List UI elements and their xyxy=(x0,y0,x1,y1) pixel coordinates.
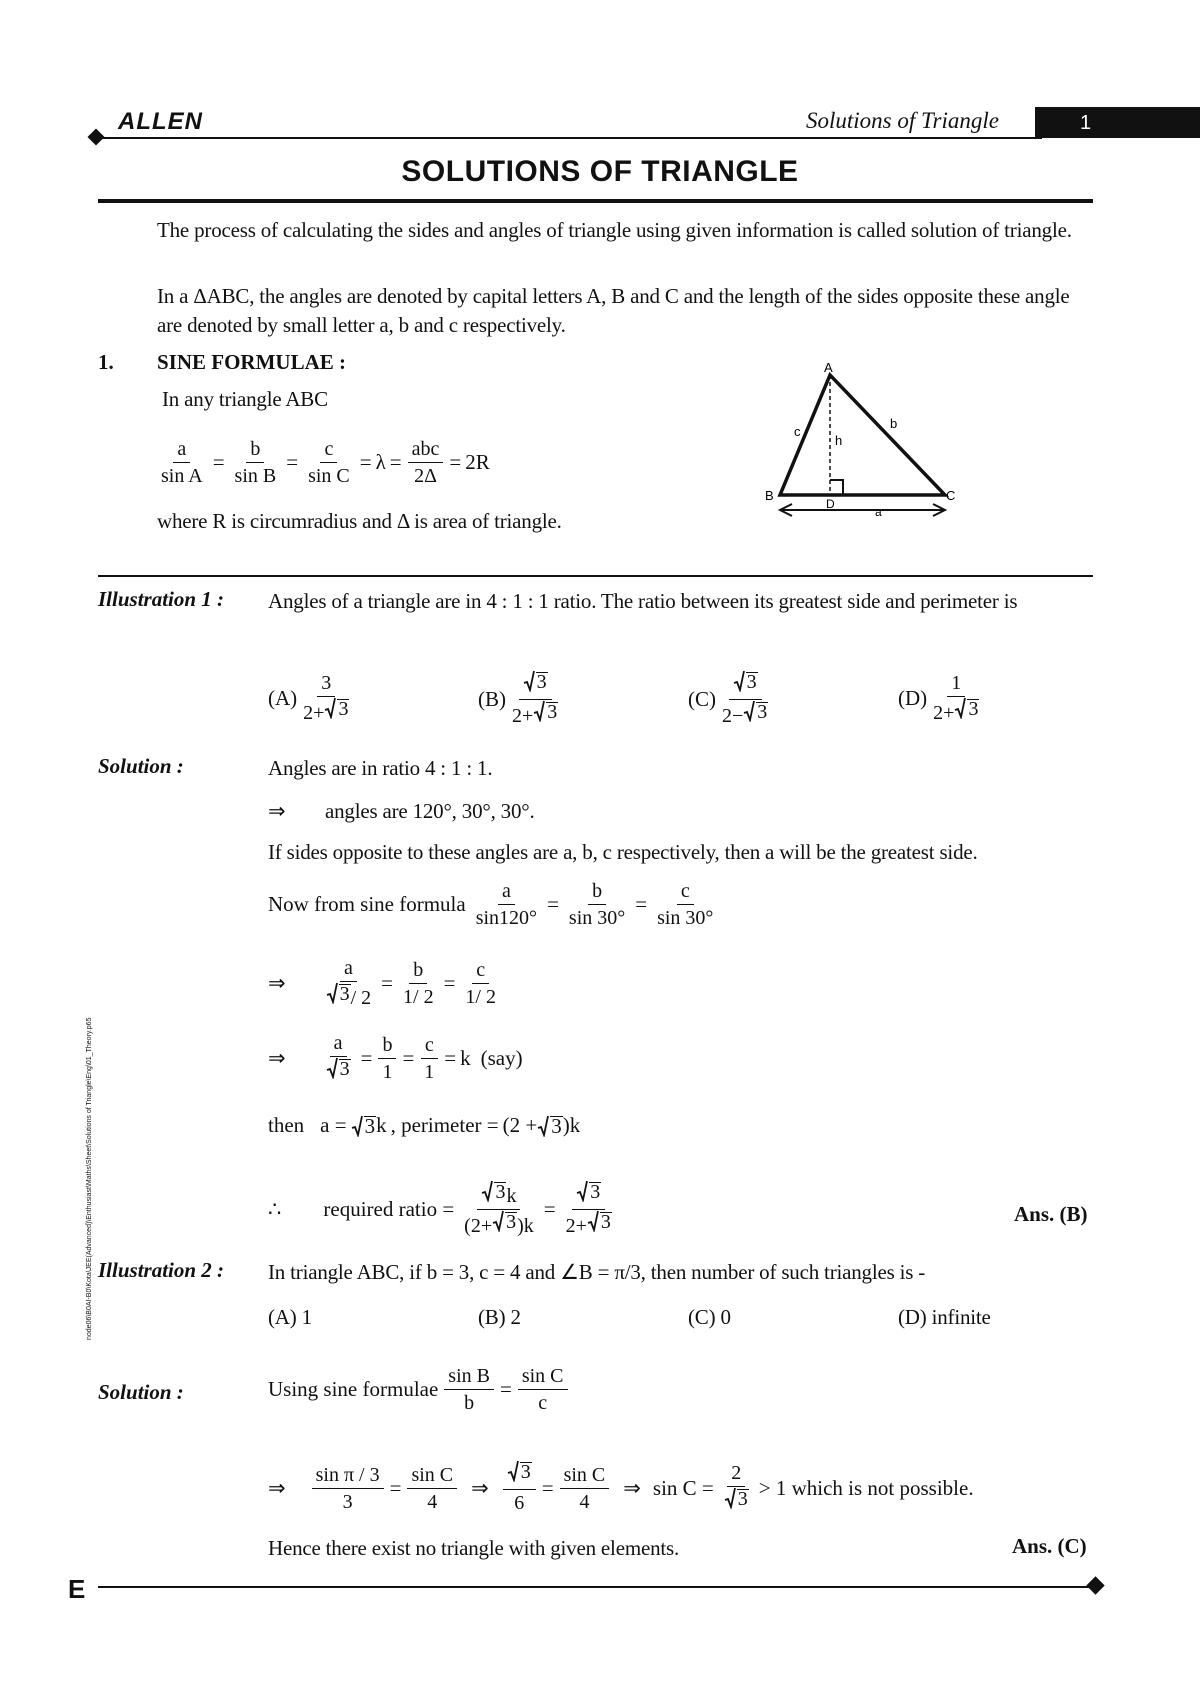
section-heading: SINE FORMULAE : xyxy=(157,350,347,374)
sqrt-icon: 3 xyxy=(507,1460,532,1482)
sqrt-icon: 3 xyxy=(326,1057,351,1079)
vertex-c-label: C xyxy=(946,488,956,503)
illustration-2-label: Illustration 2 : xyxy=(98,1258,225,1282)
section-lead: In any triangle ABC xyxy=(162,387,328,411)
fraction: $\frac{c}{\sin 30^\circ}$ xyxy=(657,880,714,929)
required-ratio: ∴ required ratio = 3 k (2+ 3 )k = 3 2+ 3 xyxy=(268,1180,618,1239)
page-title: SOLUTIONS OF TRIANGLE xyxy=(401,155,799,188)
sine-formulae-step: Using sine formulae $\frac{\text{sin B}}{b}$ = $\frac{\text{sin C}}{c}$ xyxy=(268,1363,570,1416)
fraction: 3 2+ 3 xyxy=(512,670,558,727)
sqrt-icon: 3 xyxy=(481,1180,506,1202)
illustration-1-label: Illustration 1 : xyxy=(98,587,225,611)
implies-icon: ⇒ xyxy=(268,1045,286,1070)
side-b-label: b xyxy=(890,416,898,431)
vertex-a-label: A xyxy=(824,360,833,375)
solution-1-line-2: angles are 120°, 30°, 30°. xyxy=(325,799,535,823)
side-c-label: c xyxy=(794,424,801,439)
intro-paragraph-1: The process of calculating the sides and angles of triangle using given information is called solution of triangle. xyxy=(157,218,1072,242)
section-divider xyxy=(98,575,1093,577)
solution-2-conclusion: Hence there exist no triangle with given elements. xyxy=(268,1536,680,1560)
option-a: (A) 3 2+ 3 xyxy=(268,670,355,726)
sqrt-icon: 3 xyxy=(326,982,351,1004)
page-number: 1 xyxy=(1080,112,1092,134)
sqrt-icon: 3 xyxy=(537,1115,563,1137)
footer-letter: E xyxy=(68,1574,86,1604)
sine-rule-step-2: ⇒ a 3 / 2 = $\frac{b}{1/ 2}$ = $\frac{c}{1/ 2}$ xyxy=(268,955,502,1011)
running-title: Solutions of Triangle xyxy=(806,108,999,133)
then-line: then a = 3 k , perimeter = (2 + 3 )k xyxy=(268,1113,581,1138)
fraction: 1 2+ 3 xyxy=(933,672,979,724)
fraction: $\frac{c}{\text{sin C}}$ xyxy=(308,438,350,487)
footer-diamond-icon xyxy=(1086,1576,1104,1594)
sqrt-icon: 3 xyxy=(724,1487,749,1509)
option-2d: (D) infinite xyxy=(898,1305,991,1329)
fraction: 3 2+ 3 xyxy=(303,672,349,724)
fraction: $\frac{2}{3}$ xyxy=(720,1460,753,1516)
triangle-diagram xyxy=(760,360,970,530)
intro-paragraph-2: In a ΔABC, the angles are denoted by capital letters A, B and C and the length of the sides opposite these angle are denoted by small letter a, b and c respectively. xyxy=(157,284,1070,337)
implies-icon: ⇒ xyxy=(471,1475,489,1500)
fraction: 3 2+ 3 xyxy=(565,1180,611,1237)
fraction: $\frac{\text{sin B}}{b}$ xyxy=(444,1363,494,1416)
side-a-label: a xyxy=(875,505,882,519)
option-2c: (C) 0 xyxy=(688,1305,731,1329)
implies-icon: ⇒ xyxy=(268,970,286,995)
fraction: 3 2− 3 xyxy=(722,670,768,727)
sqrt-icon: 3 xyxy=(733,670,758,692)
fraction: $\frac{\text{sin C}}{c}$ xyxy=(518,1363,568,1416)
answer-2: Ans. (C) xyxy=(1012,1534,1087,1558)
option-2a: (A) 1 xyxy=(268,1305,312,1329)
solution-2-label: Solution : xyxy=(98,1380,184,1404)
fraction: $\frac{b}{\sin 30^\circ}$ xyxy=(568,880,626,929)
therefore-icon: ∴ xyxy=(268,1197,282,1221)
fraction: $\frac{c}{1}$ xyxy=(420,1032,438,1085)
option-2b: (B) 2 xyxy=(478,1305,521,1329)
vertex-b-label: B xyxy=(765,488,774,503)
implies-icon: ⇒ xyxy=(268,799,286,823)
fraction: $\frac{a}{\sin 120^\circ}$ xyxy=(475,880,538,929)
section-note: where R is circumradius and Δ is area of triangle. xyxy=(157,509,562,533)
solution-1-label: Solution : xyxy=(98,754,184,778)
sqrt-icon: 3 xyxy=(954,697,979,719)
solution-1-line-3: If sides opposite to these angles are a, b, c respectively, then a will be the greatest side. xyxy=(268,840,978,864)
sqrt-icon: 3 xyxy=(492,1210,517,1232)
fraction: $\frac{\text{sin C}}{4}$ xyxy=(560,1462,610,1515)
fraction: $\frac{b}{\text{sin B}}$ xyxy=(234,438,277,487)
option-c: (C) 3 2− 3 xyxy=(688,670,774,729)
option-d: (D) 1 2+ 3 xyxy=(898,670,985,726)
triangle-abc xyxy=(780,375,945,495)
illustration-1-question: Angles of a triangle are in 4 : 1 : 1 ratio. The ratio between its greatest side and perimeter is xyxy=(268,589,1018,613)
header-rule xyxy=(96,137,1042,139)
sqrt-icon: 3 xyxy=(533,700,558,722)
sqrt-icon: 3 xyxy=(743,700,768,722)
sqrt-icon: 3 xyxy=(587,1210,612,1232)
footer-rule xyxy=(98,1586,1093,1588)
option-b: (B) 3 2+ 3 xyxy=(478,670,564,729)
sine-c-derivation: ⇒ $\frac{\text{sin π / 3}}{3}$ = $\frac{\text{sin C}}{4}$ ⇒ $\frac{3}{6}$ = $\frac{\text{sin C}}{4}$ ⇒ sin C = $\frac{2}{3}$ > 1 which is not possible. xyxy=(268,1460,974,1514)
page-number-tab xyxy=(1035,107,1200,138)
sqrt-icon: 3 xyxy=(324,697,349,719)
fraction: $\frac{b}{1/ 2}$ xyxy=(403,958,434,1008)
brand-logo: ALLEN xyxy=(118,108,203,135)
lambda-symbol: λ xyxy=(375,450,386,474)
fraction: 3 k (2+ 3 )k xyxy=(464,1180,534,1237)
sqrt-icon: 3 xyxy=(351,1115,377,1137)
section-number: 1. xyxy=(98,350,114,374)
fraction: $\frac{c}{1/ 2}$ xyxy=(465,958,496,1008)
fraction: $\frac{\text{abc}}{2\Delta}$ xyxy=(408,436,444,489)
formula-result: 2R xyxy=(465,450,490,474)
answer-1: Ans. (B) xyxy=(1014,1202,1088,1226)
illustration-2-question: In triangle ABC, if b = 3, c = 4 and ∠B = π/3, then number of such triangles is - xyxy=(268,1260,926,1284)
fraction: $\frac{3}{6}$ xyxy=(503,1460,536,1516)
sqrt-icon: 3 xyxy=(576,1180,601,1202)
sine-formula: $\frac{a}{\text{sin A}}$ = $\frac{b}{\text{sin B}}$ = $\frac{c}{\text{sin C}}$ = λ = $\frac{\text{abc}}{2\Delta}$ = 2R xyxy=(155,436,490,489)
implies-icon: ⇒ xyxy=(268,1475,286,1500)
fraction: $\frac{a}{\text{sin A}}$ xyxy=(161,438,203,487)
title-rule xyxy=(98,199,1093,203)
foot-d-label: D xyxy=(826,497,835,511)
fraction: $\frac{\text{sin C}}{4}$ xyxy=(407,1462,457,1515)
sine-rule-step-3: ⇒ $\frac{a}{3}$ = $\frac{b}{1}$ = $\frac{c}{1}$ = k (say) xyxy=(268,1030,523,1086)
fraction: $\frac{a}{3}$ xyxy=(322,1030,355,1086)
fraction: $\frac{\text{sin π / 3}}{3}$ xyxy=(312,1462,384,1515)
fraction: $\frac{b}{1}$ xyxy=(378,1032,396,1085)
right-angle-mark xyxy=(830,480,843,495)
sine-rule-step-1: Now from sine formula $\frac{a}{\sin 120^\circ}$ = $\frac{b}{\sin 30^\circ}$ = $\frac{c}{\sin 30^\circ}$ xyxy=(268,878,719,931)
fraction: a 3 / 2 xyxy=(322,955,376,1011)
solution-1-line-1: Angles are in ratio 4 : 1 : 1. xyxy=(268,756,493,780)
sqrt-icon: 3 xyxy=(523,670,548,692)
height-h-label: h xyxy=(835,433,843,448)
implies-icon: ⇒ xyxy=(623,1475,641,1500)
